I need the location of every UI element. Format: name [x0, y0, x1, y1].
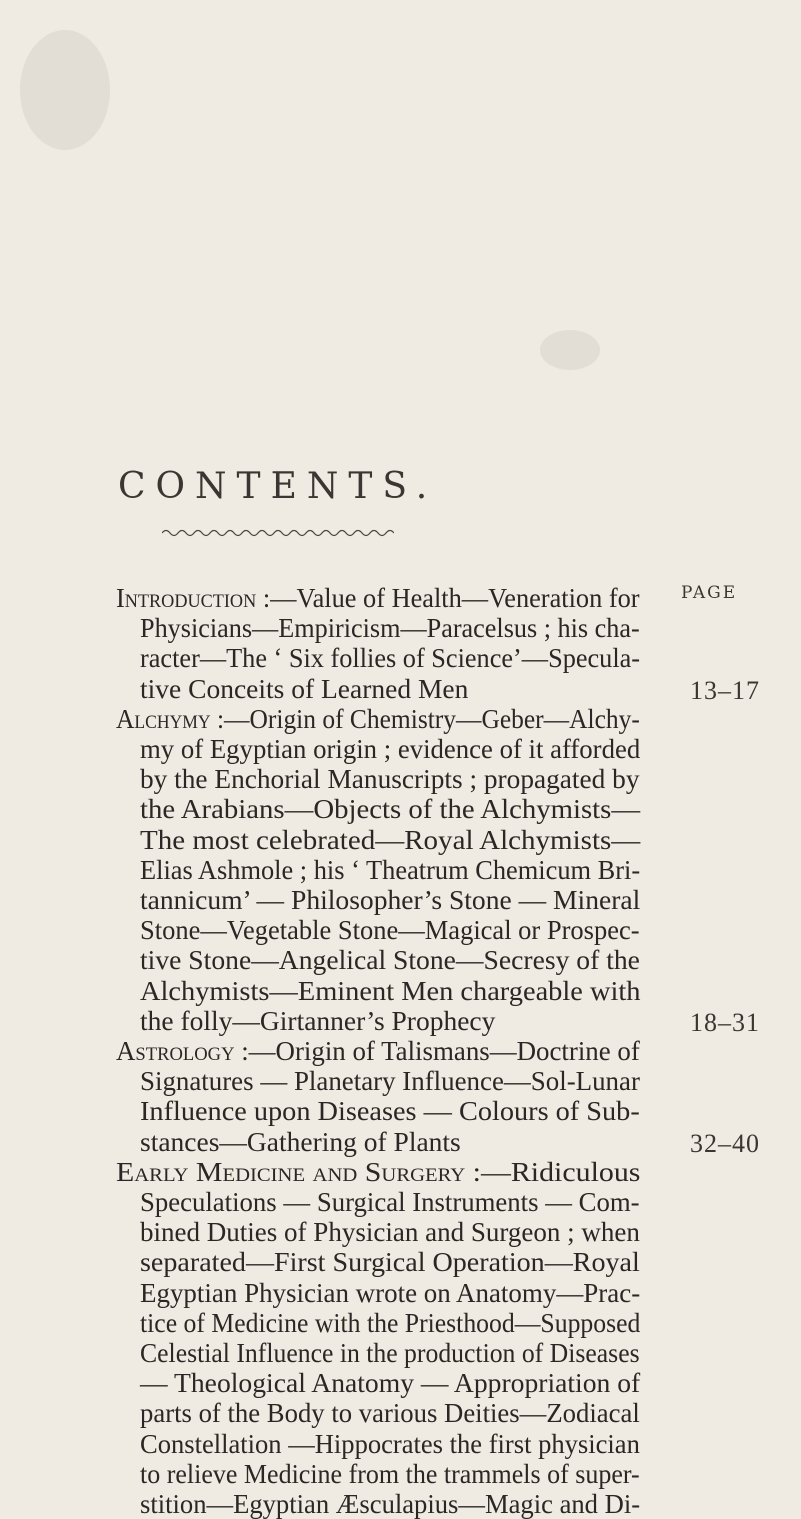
entry-text-line: stances—Gathering of Plants — [140, 1125, 461, 1157]
entry-text-line: tive Conceits of Learned Men — [140, 672, 469, 704]
entry-text-line: tive Stone—Angelical Stone—Secresy of the — [140, 944, 640, 976]
entry-text-line: my of Egyptian origin ; evidence of it afforded — [140, 733, 641, 764]
paper-stain — [20, 30, 110, 150]
entry-heading-line: Astrology :—Origin of Talismans—Doctrine of — [116, 1035, 640, 1066]
entry-text-line: Stone—Vegetable Stone—Magical or Prospec- — [140, 914, 640, 946]
entry-text-line: to relieve Medicine from the trammels of super- — [140, 1457, 640, 1489]
entry-text-line: Elias Ashmole ; his ‘ Theatrum Chemicum Bri- — [140, 853, 641, 885]
entry-heading-line: Alchymy :—Origin of Chemistry—Geber—Alchy- — [116, 702, 640, 734]
entry-heading-line: Introduction :—Value of Health—Veneration for — [116, 582, 640, 613]
entry-text-line: The most celebrated—Royal Alchymists— — [140, 823, 641, 855]
entry-text-line: Influence upon Diseases — Colours of Sub- — [140, 1095, 640, 1127]
entry-text-line: Speculations — Surgical Instruments — Com- — [140, 1186, 640, 1217]
page-column-label: PAGE — [681, 583, 738, 603]
entry-text-line: bined Duties of Physician and Surgeon ; when — [140, 1216, 640, 1248]
entry-text-line: Egyptian Physician wrote on Anatomy—Prac- — [140, 1276, 641, 1308]
entry-text-line: Constellation —Hippocrates the first physician — [140, 1427, 640, 1459]
entry-heading: Alchymy — [116, 702, 211, 734]
entry-text-line: parts of the Body to various Deities—Zodiacal — [140, 1397, 640, 1429]
page-range: 13–17 — [690, 675, 760, 705]
entry-heading: Introduction — [116, 582, 257, 613]
page-range: 18–31 — [690, 1007, 760, 1037]
entry-text-line: by the Enchorial Manuscripts ; propagated by — [140, 763, 640, 795]
entry-text-line: — Theological Anatomy — Appropriation of — [140, 1367, 641, 1399]
page-range: 32–40 — [690, 1128, 760, 1158]
entry-text-line: racter—The ‘ Six follies of Science’—Specula- — [140, 642, 641, 674]
entry-text-line: Celestial Influence in the production of Diseases — [140, 1337, 640, 1368]
entry-text-line: Physicians—Empiricism—Paracelsus ; his cha- — [140, 612, 640, 644]
entry-heading-line: Early Medicine and Surgery :—Ridiculous — [116, 1155, 641, 1187]
entry-text-line: the Arabians—Objects of the Alchymists— — [140, 793, 641, 825]
entry-heading: Astrology — [116, 1035, 235, 1066]
entry-text-line: stition—Egyptian Æsculapius—Magic and Di- — [140, 1488, 641, 1519]
entry-text-line: separated—First Surgical Operation—Royal — [140, 1246, 640, 1278]
entry-text-line: tice of Medicine with the Priesthood—Supposed — [140, 1306, 641, 1338]
paper-stain — [540, 330, 600, 370]
entry-heading: Early Medicine and Surgery — [116, 1155, 466, 1187]
entry-text-line: Alchymists—Eminent Men chargeable with — [140, 974, 641, 1006]
decorative-rule — [162, 528, 394, 538]
page-title: CONTENTS. — [118, 466, 438, 507]
entry-text-line: Signatures — Planetary Influence—Sol-Lunar — [140, 1065, 640, 1097]
entry-text-line: the folly—Girtanner’s Prophecy — [140, 1004, 496, 1036]
entry-text-line: tannicum’ — Philosopher’s Stone — Mineral — [140, 884, 641, 915]
